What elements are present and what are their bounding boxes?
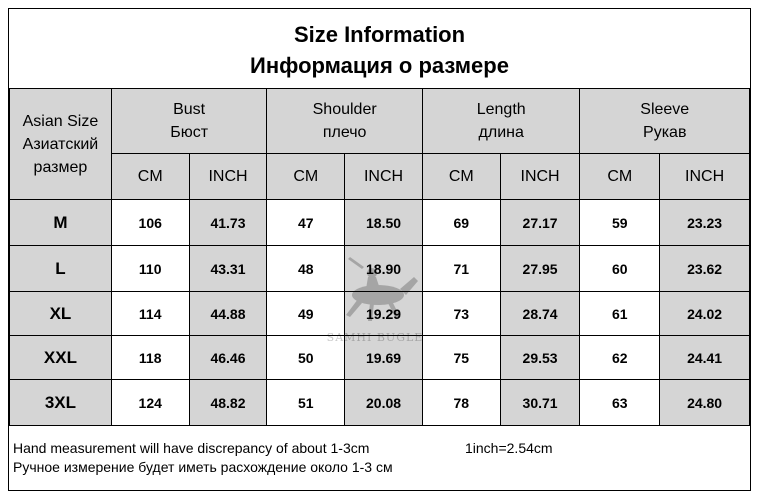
table-cell: 73 [422, 292, 500, 336]
table-row [10, 380, 750, 426]
length-en: Length [476, 101, 526, 118]
table-cell: 78 [422, 380, 500, 426]
unit-cm: CM [580, 154, 660, 200]
unit-inch: INCH [660, 154, 750, 200]
table-cell: 75 [422, 336, 500, 380]
chart-title [9, 9, 750, 89]
table-cell: 118 [111, 336, 189, 380]
table-cell: 18.50 [345, 200, 423, 246]
table-cell: 27.95 [500, 246, 580, 292]
shoulder-ru: плечо [322, 124, 367, 141]
size-label: M [10, 200, 112, 246]
length-ru: длина [478, 124, 524, 141]
table-cell: 71 [422, 246, 500, 292]
table-row [10, 200, 750, 246]
table-cell: 110 [111, 246, 189, 292]
unit-inch: INCH [345, 154, 423, 200]
note-russian: Ручное измерение будет иметь расхождение около 1-3 см [13, 459, 393, 475]
table-cell: 23.62 [660, 246, 750, 292]
table-cell: 24.02 [660, 292, 750, 336]
table-cell: 59 [580, 200, 660, 246]
bust-en: Bust [173, 101, 206, 118]
bust-header [111, 89, 267, 154]
size-label: XL [10, 292, 112, 336]
size-header-en: Asian Size [22, 112, 99, 130]
table-cell: 46.46 [189, 336, 267, 380]
unit-cm: CM [422, 154, 500, 200]
table-row [10, 336, 750, 380]
measurement-notes [13, 439, 553, 477]
unit-cm: CM [267, 154, 345, 200]
size-label: XXL [10, 336, 112, 380]
table-cell: 48.82 [189, 380, 267, 426]
size-header-ru: Азиатский [22, 135, 99, 153]
size-table [9, 88, 750, 426]
table-row [10, 246, 750, 292]
table-row [10, 292, 750, 336]
bust-ru: Бюст [170, 124, 209, 141]
table-cell: 44.88 [189, 292, 267, 336]
unit-inch: INCH [189, 154, 267, 200]
size-label: 3XL [10, 380, 112, 426]
unit-cm: CM [111, 154, 189, 200]
size-header-ru-2: размер [33, 158, 88, 176]
table-cell: 114 [111, 292, 189, 336]
table-cell: 43.31 [189, 246, 267, 292]
table-cell: 124 [111, 380, 189, 426]
table-cell: 47 [267, 200, 345, 246]
sleeve-ru: Рукав [643, 124, 687, 141]
note-english: Hand measurement will have discrepancy of about 1-3cm [13, 440, 370, 456]
sleeve-header [580, 89, 750, 154]
table-cell: 48 [267, 246, 345, 292]
note-conversion: 1inch=2.54cm [465, 440, 553, 456]
table-cell: 18.90 [345, 246, 423, 292]
title-english: Size Information [293, 22, 466, 47]
table-cell: 63 [580, 380, 660, 426]
table-cell: 23.23 [660, 200, 750, 246]
table-cell: 24.80 [660, 380, 750, 426]
table-cell: 20.08 [345, 380, 423, 426]
table-cell: 49 [267, 292, 345, 336]
table-cell: 69 [422, 200, 500, 246]
table-cell: 60 [580, 246, 660, 292]
size-label: L [10, 246, 112, 292]
table-cell: 62 [580, 336, 660, 380]
table-cell: 30.71 [500, 380, 580, 426]
table-cell: 19.29 [345, 292, 423, 336]
table-cell: 50 [267, 336, 345, 380]
size-column-header [10, 89, 112, 200]
title-russian: Информация о размере [250, 53, 509, 78]
shoulder-header [267, 89, 423, 154]
size-chart [8, 8, 751, 491]
table-cell: 29.53 [500, 336, 580, 380]
length-header [422, 89, 580, 154]
table-cell: 61 [580, 292, 660, 336]
shoulder-en: Shoulder [312, 101, 377, 118]
table-cell: 27.17 [500, 200, 580, 246]
unit-inch: INCH [500, 154, 580, 200]
sleeve-en: Sleeve [640, 101, 690, 118]
table-cell: 28.74 [500, 292, 580, 336]
table-cell: 106 [111, 200, 189, 246]
table-cell: 51 [267, 380, 345, 426]
table-cell: 19.69 [345, 336, 423, 380]
watermark-brand: SAMHI BUGLE [326, 331, 424, 344]
table-cell: 24.41 [660, 336, 750, 380]
table-cell: 41.73 [189, 200, 267, 246]
